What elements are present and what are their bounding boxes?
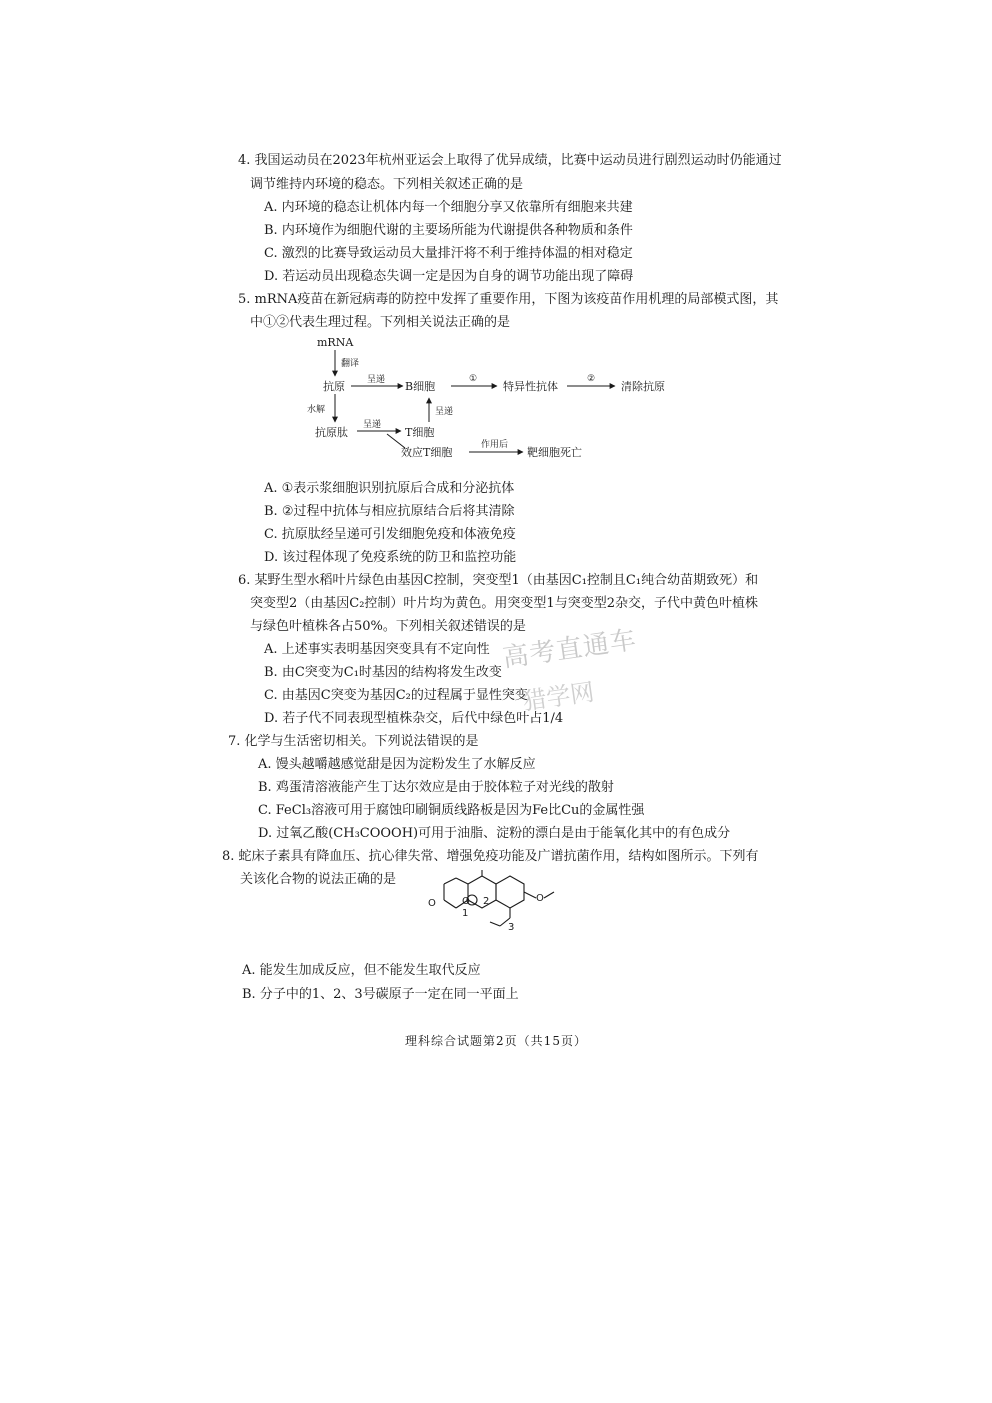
q6-option-c: C. 由基因C突变为基因C₂的过程属于显性突变: [264, 688, 528, 703]
struct-ring-o-label: O: [462, 896, 470, 907]
diagram-death: 靶细胞死亡: [527, 446, 582, 459]
q5-option-d: D. 该过程体现了免疫系统的防卫和监控功能: [264, 550, 517, 565]
diagram-tcell: T细胞: [405, 426, 435, 439]
struct-o-label: O: [428, 898, 436, 909]
diagram-peptide: 抗原肽: [315, 426, 348, 439]
q4-stem-line2: 调节维持内环境的稳态。下列相关叙述正确的是: [250, 177, 524, 192]
struct-ring-left: [468, 876, 496, 908]
q7-stem: 7. 化学与生活密切相关。下列说法错误的是: [228, 734, 479, 749]
q7-option-b: B. 鸡蛋清溶液能产生丁达尔效应是由于胶体粒子对光线的散射: [258, 780, 614, 795]
q8-option-b: B. 分子中的1、2、3号碳原子一定在同一平面上: [242, 987, 519, 1002]
struct-ring-right: [496, 876, 524, 908]
q7-option-c: C. FeCl₃溶液可用于腐蚀印刷铜质线路板是因为Fe比Cu的金属性强: [258, 803, 645, 818]
struct-label-2: 2: [483, 896, 490, 907]
q7-option-d: D. 过氧乙酸(CH₃COOOH)可用于油脂、淀粉的漂白是由于能氧化其中的有色成分: [258, 826, 731, 841]
q6-stem-line3: 与绿色叶植株各占50%。下列相关叙述错误的是: [250, 619, 526, 634]
diagram-step2: ②: [587, 374, 596, 384]
q6-stem-line2: 突变型2（由基因C₂控制）叶片均为黄色。用突变型1与突变型2杂交，子代中黄色叶植株: [250, 596, 758, 611]
q6-option-b: B. 由C突变为C₁时基因的结构将发生改变: [264, 665, 502, 680]
q4-option-d: D. 若运动员出现稳态失调一定是因为自身的调节功能出现了障碍: [264, 269, 634, 284]
diagram-after: 作用后: [481, 440, 509, 450]
diagram-antigen: 抗原: [323, 380, 345, 393]
q5-option-b: B. ②过程中抗体与相应抗原结合后将其清除: [264, 504, 515, 519]
q5-option-a: A. ①表示浆细胞识别抗原后合成和分泌抗体: [264, 481, 515, 496]
immune-mechanism-diagram: [305, 330, 685, 460]
q7-option-a: A. 馒头越嚼越感觉甜是因为淀粉发生了水解反应: [258, 757, 536, 772]
q4-stem-line1: 4. 我国运动员在2023年杭州亚运会上取得了优异成绩，比赛中运动员进行剧烈运动时仍能通过: [238, 153, 782, 168]
diagram-step1: ①: [469, 374, 478, 384]
q5-stem-line1: 5. mRNA疫苗在新冠病毒的防控中发挥了重要作用，下图为该疫苗作用机理的局部模式图，其: [238, 292, 779, 307]
q4-option-a: A. 内环境的稳态让机体内每一个细胞分享又依靠所有细胞来共建: [264, 200, 633, 215]
struct-label-1: 1: [462, 908, 469, 919]
q8-stem-line1: 8. 蛇床子素具有降血压、抗心律失常、增强免疫功能及广谱抗菌作用，结构如图所示。下列有: [222, 849, 759, 864]
q6-stem-line1: 6. 某野生型水稻叶片绿色由基因C控制，突变型1（由基因C₁控制且C₁纯合幼苗期致死）和: [238, 573, 759, 588]
watermark-line1: 高考直通车: [500, 625, 639, 674]
osthole-structure: [420, 870, 560, 940]
diagram-present3: 呈递: [363, 420, 382, 430]
struct-ome-o: O: [536, 893, 544, 904]
diagram-translate: 翻译: [341, 359, 360, 369]
q5-option-c: C. 抗原肽经呈递可引发细胞免疫和体液免疫: [264, 527, 516, 542]
watermark-line2: 猎学网: [520, 677, 597, 716]
q8-stem-line2: 关该化合物的说法正确的是: [240, 872, 397, 887]
page-footer: 理科综合试题第2页（共15页）: [405, 1034, 587, 1048]
diagram-clear: 清除抗原: [621, 380, 665, 393]
diagram-hydrolysis: 水解: [307, 405, 326, 415]
diagram-bcell: B细胞: [405, 380, 436, 393]
diagram-mrna: mRNA: [317, 336, 354, 349]
diagram-present2: 呈递: [435, 407, 454, 417]
struct-label-3: 3: [508, 922, 515, 933]
q5-stem-line2: 中①②代表生理过程。下列相关说法正确的是: [250, 315, 511, 330]
diagram-effector: 效应T细胞: [401, 446, 453, 459]
diagram-antibody: 特异性抗体: [503, 380, 558, 393]
q4-option-b: B. 内环境作为细胞代谢的主要场所能为代谢提供各种物质和条件: [264, 223, 633, 238]
diagram-present1: 呈递: [367, 375, 386, 385]
q8-option-a: A. 能发生加成反应，但不能发生取代反应: [242, 963, 481, 978]
q4-option-c: C. 激烈的比赛导致运动员大量排汗将不利于维持体温的相对稳定: [264, 246, 633, 261]
q6-option-a: A. 上述事实表明基因突变具有不定向性: [264, 642, 490, 657]
q6-option-d: D. 若子代不同表现型植株杂交，后代中绿色叶占1/4: [264, 711, 564, 726]
